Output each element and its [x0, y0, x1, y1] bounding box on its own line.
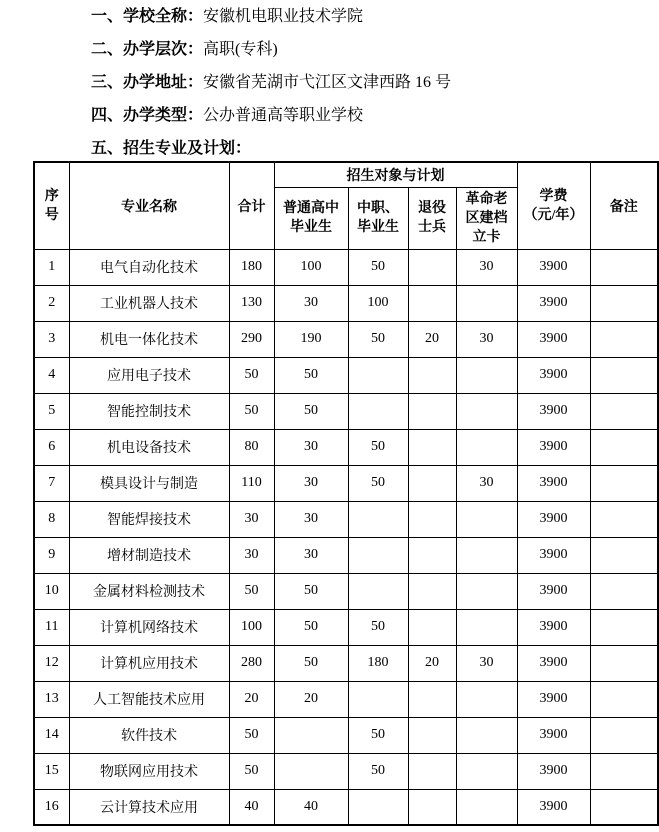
header-old-area-line3: 立卡 — [472, 229, 501, 245]
cell-voc-grad: 100 — [348, 285, 408, 321]
cell-major: 物联网应用技术 — [69, 753, 229, 789]
cell-voc-grad — [348, 357, 408, 393]
cell-total: 30 — [229, 537, 274, 573]
cell-veterans — [408, 501, 456, 537]
info-label-level: 二、办学层次： — [91, 41, 204, 58]
cell-total: 50 — [229, 357, 274, 393]
cell-seq: 8 — [34, 501, 69, 537]
cell-regular-hs: 50 — [274, 645, 348, 681]
cell-regular-hs: 40 — [274, 789, 348, 825]
cell-remark — [590, 537, 658, 573]
enrollment-table — [33, 161, 659, 826]
cell-veterans — [408, 429, 456, 465]
cell-major: 智能焊接技术 — [69, 501, 229, 537]
cell-veterans — [408, 789, 456, 825]
cell-veterans — [408, 249, 456, 285]
cell-tuition: 3900 — [517, 537, 590, 573]
cell-old-area — [456, 789, 517, 825]
cell-total: 110 — [229, 465, 274, 501]
cell-total: 40 — [229, 789, 274, 825]
cell-voc-grad — [348, 393, 408, 429]
cell-remark — [590, 249, 658, 285]
cell-voc-grad: 50 — [348, 753, 408, 789]
cell-veterans — [408, 717, 456, 753]
info-value-address: 安徽省芜湖市弋江区文津西路 16 号 — [203, 74, 452, 91]
cell-seq: 1 — [34, 249, 69, 285]
header-tuition — [517, 162, 590, 249]
header-old-area-line2: 区建档 — [465, 210, 508, 226]
cell-total: 50 — [229, 573, 274, 609]
cell-total: 50 — [229, 393, 274, 429]
table-row — [34, 681, 658, 717]
cell-total: 280 — [229, 645, 274, 681]
table-row — [34, 249, 658, 285]
header-veterans-line1: 退役 — [418, 201, 446, 216]
cell-major: 工业机器人技术 — [69, 285, 229, 321]
header-voc-grad-line2: 毕业生 — [357, 220, 399, 235]
info-list — [0, 0, 659, 158]
cell-seq: 5 — [34, 393, 69, 429]
cell-old-area — [456, 753, 517, 789]
cell-voc-grad: 50 — [348, 429, 408, 465]
header-voc-grad-line1: 中职、 — [357, 201, 399, 216]
cell-veterans: 20 — [408, 321, 456, 357]
cell-regular-hs: 30 — [274, 429, 348, 465]
cell-major: 应用电子技术 — [69, 357, 229, 393]
cell-tuition: 3900 — [517, 501, 590, 537]
cell-total: 50 — [229, 753, 274, 789]
cell-regular-hs: 30 — [274, 501, 348, 537]
cell-major: 金属材料检测技术 — [69, 573, 229, 609]
header-seq-line1: 序 — [44, 188, 59, 204]
header-regular-hs-line2: 毕业生 — [290, 220, 332, 235]
cell-voc-grad: 50 — [348, 717, 408, 753]
header-seq-line2: 号 — [44, 207, 59, 223]
info-line-level — [91, 41, 659, 59]
table-row — [34, 465, 658, 501]
cell-seq: 11 — [34, 609, 69, 645]
header-old-area — [456, 187, 517, 249]
header-seq — [34, 162, 69, 249]
table-row — [34, 645, 658, 681]
cell-voc-grad: 50 — [348, 465, 408, 501]
cell-tuition: 3900 — [517, 753, 590, 789]
cell-major: 人工智能技术应用 — [69, 681, 229, 717]
table-row — [34, 393, 658, 429]
cell-remark — [590, 789, 658, 825]
header-veterans — [408, 187, 456, 249]
cell-major: 机电设备技术 — [69, 429, 229, 465]
cell-veterans — [408, 573, 456, 609]
table-row — [34, 609, 658, 645]
cell-regular-hs: 50 — [274, 357, 348, 393]
cell-veterans — [408, 609, 456, 645]
cell-regular-hs: 30 — [274, 285, 348, 321]
header-total: 合计 — [229, 162, 274, 249]
cell-remark — [590, 681, 658, 717]
cell-regular-hs: 50 — [274, 609, 348, 645]
cell-tuition: 3900 — [517, 393, 590, 429]
cell-total: 80 — [229, 429, 274, 465]
header-veterans-line2: 士兵 — [418, 220, 446, 235]
cell-seq: 14 — [34, 717, 69, 753]
cell-seq: 12 — [34, 645, 69, 681]
info-label-school-name: 一、学校全称： — [91, 8, 204, 25]
info-label-type: 四、办学类型： — [91, 107, 204, 124]
header-tuition-line2: （元/年） — [523, 207, 584, 223]
cell-seq: 6 — [34, 429, 69, 465]
cell-old-area: 30 — [456, 249, 517, 285]
cell-regular-hs: 50 — [274, 573, 348, 609]
cell-regular-hs: 190 — [274, 321, 348, 357]
cell-major: 软件技术 — [69, 717, 229, 753]
cell-major: 模具设计与制造 — [69, 465, 229, 501]
cell-tuition: 3900 — [517, 681, 590, 717]
table-row — [34, 429, 658, 465]
cell-seq: 16 — [34, 789, 69, 825]
cell-regular-hs: 20 — [274, 681, 348, 717]
cell-tuition: 3900 — [517, 321, 590, 357]
header-tuition-line1: 学费 — [539, 188, 568, 204]
cell-veterans — [408, 357, 456, 393]
cell-total: 290 — [229, 321, 274, 357]
info-line-address — [91, 74, 659, 92]
cell-veterans — [408, 465, 456, 501]
header-regular-hs-line1: 普通高中 — [283, 201, 339, 216]
cell-old-area — [456, 717, 517, 753]
info-label-address: 三、办学地址： — [91, 74, 204, 91]
header-voc-grad — [348, 187, 408, 249]
table-row — [34, 357, 658, 393]
cell-seq: 2 — [34, 285, 69, 321]
cell-remark — [590, 393, 658, 429]
cell-tuition: 3900 — [517, 717, 590, 753]
info-label-plan-title: 五、招生专业及计划： — [91, 140, 252, 157]
cell-voc-grad — [348, 537, 408, 573]
info-value-type: 公办普通高等职业学校 — [203, 107, 364, 124]
cell-voc-grad: 180 — [348, 645, 408, 681]
cell-voc-grad — [348, 501, 408, 537]
cell-tuition: 3900 — [517, 789, 590, 825]
cell-remark — [590, 501, 658, 537]
cell-old-area: 30 — [456, 645, 517, 681]
cell-total: 130 — [229, 285, 274, 321]
cell-seq: 3 — [34, 321, 69, 357]
cell-remark — [590, 717, 658, 753]
cell-total: 50 — [229, 717, 274, 753]
cell-remark — [590, 753, 658, 789]
cell-remark — [590, 357, 658, 393]
header-major: 专业名称 — [69, 162, 229, 249]
cell-tuition: 3900 — [517, 609, 590, 645]
info-line-type — [91, 107, 659, 125]
cell-major: 计算机网络技术 — [69, 609, 229, 645]
cell-remark — [590, 573, 658, 609]
cell-veterans: 20 — [408, 645, 456, 681]
header-regular-hs — [274, 187, 348, 249]
cell-remark — [590, 465, 658, 501]
cell-total: 20 — [229, 681, 274, 717]
table-row — [34, 285, 658, 321]
cell-regular-hs — [274, 717, 348, 753]
cell-old-area — [456, 609, 517, 645]
cell-old-area: 30 — [456, 321, 517, 357]
cell-tuition: 3900 — [517, 573, 590, 609]
cell-voc-grad: 50 — [348, 249, 408, 285]
cell-seq: 9 — [34, 537, 69, 573]
cell-old-area — [456, 429, 517, 465]
table-header-row-1 — [34, 162, 658, 187]
cell-old-area — [456, 537, 517, 573]
cell-remark — [590, 429, 658, 465]
cell-voc-grad: 50 — [348, 321, 408, 357]
cell-regular-hs: 30 — [274, 465, 348, 501]
cell-veterans — [408, 537, 456, 573]
cell-tuition: 3900 — [517, 285, 590, 321]
cell-remark — [590, 645, 658, 681]
cell-veterans — [408, 681, 456, 717]
cell-major: 云计算技术应用 — [69, 789, 229, 825]
cell-old-area — [456, 501, 517, 537]
cell-old-area — [456, 393, 517, 429]
cell-tuition: 3900 — [517, 429, 590, 465]
cell-veterans — [408, 393, 456, 429]
cell-remark — [590, 609, 658, 645]
cell-voc-grad — [348, 681, 408, 717]
info-value-school-name: 安徽机电职业技术学院 — [203, 8, 364, 25]
cell-major: 计算机应用技术 — [69, 645, 229, 681]
info-line-plan-title — [91, 140, 659, 158]
cell-old-area — [456, 357, 517, 393]
info-value-level: 高职(专科) — [203, 41, 278, 58]
header-old-area-line1: 革命老 — [465, 191, 508, 207]
cell-major: 增材制造技术 — [69, 537, 229, 573]
cell-tuition: 3900 — [517, 249, 590, 285]
cell-seq: 7 — [34, 465, 69, 501]
cell-total: 30 — [229, 501, 274, 537]
cell-old-area: 30 — [456, 465, 517, 501]
cell-total: 100 — [229, 609, 274, 645]
cell-seq: 10 — [34, 573, 69, 609]
table-row — [34, 573, 658, 609]
cell-remark — [590, 285, 658, 321]
cell-seq: 13 — [34, 681, 69, 717]
header-target-group: 招生对象与计划 — [274, 162, 517, 187]
cell-old-area — [456, 285, 517, 321]
table-row — [34, 789, 658, 825]
table-row — [34, 753, 658, 789]
cell-regular-hs: 30 — [274, 537, 348, 573]
cell-major: 电气自动化技术 — [69, 249, 229, 285]
cell-veterans — [408, 285, 456, 321]
cell-seq: 15 — [34, 753, 69, 789]
cell-regular-hs: 50 — [274, 393, 348, 429]
cell-voc-grad — [348, 573, 408, 609]
cell-regular-hs — [274, 753, 348, 789]
cell-major: 机电一体化技术 — [69, 321, 229, 357]
table-body — [34, 162, 658, 825]
cell-major: 智能控制技术 — [69, 393, 229, 429]
cell-old-area — [456, 681, 517, 717]
cell-tuition: 3900 — [517, 357, 590, 393]
cell-total: 180 — [229, 249, 274, 285]
cell-remark — [590, 321, 658, 357]
header-remark: 备注 — [590, 162, 658, 249]
info-line-school-name — [91, 8, 659, 26]
cell-tuition: 3900 — [517, 645, 590, 681]
cell-old-area — [456, 573, 517, 609]
cell-seq: 4 — [34, 357, 69, 393]
table-row — [34, 537, 658, 573]
cell-tuition: 3900 — [517, 465, 590, 501]
table-row — [34, 717, 658, 753]
table-row — [34, 501, 658, 537]
cell-regular-hs: 100 — [274, 249, 348, 285]
cell-voc-grad — [348, 789, 408, 825]
cell-veterans — [408, 753, 456, 789]
table-row — [34, 321, 658, 357]
cell-voc-grad: 50 — [348, 609, 408, 645]
